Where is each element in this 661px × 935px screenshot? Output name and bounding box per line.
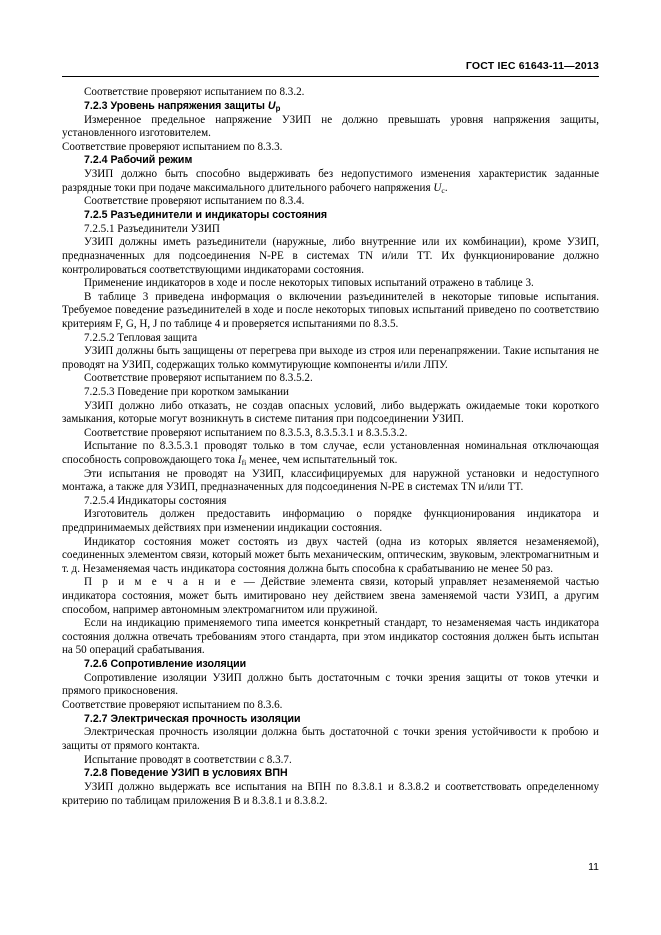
symbol-i: I — [237, 453, 242, 466]
subsection-heading-7-2-5-2: 7.2.5.2 Тепловая защита — [84, 331, 198, 344]
paragraph: Соответствие проверяют испытанием по 8.3.5.2. — [84, 372, 313, 385]
note-text: — Действие элемента связи, который управляет незаменяемой частью индикатора состояния, может быть имитировано неу действием звена заменяемой части УЗИП, а другим способом, например автономным электромагнитом или пружиной. — [62, 576, 599, 616]
paragraph: Индикатор состояния может состоять из двух частей (одна из которых является незаменяемой), соединенных элементом связи, который может быть механическим, оптическим, звуковым, электромагнитным и т. д. Незаменяемая часть индикатора состояния должна быть способна к срабатыванию не менее 50 раз. — [62, 535, 599, 575]
header-rule — [62, 76, 599, 77]
paragraph: УЗИП должно либо отказать, не создав опасных условий, либо выдержать ожидаемые токи короткого замыкания, которые могут возникнуть в системе питания при подсоединении УЗИП. — [62, 399, 599, 426]
paragraph: Соответствие проверяют испытанием по 8.3.6. — [62, 698, 283, 711]
section-heading-7-2-3 — [62, 100, 599, 114]
page-header: ГОСТ IEC 61643-11—2013 — [465, 60, 599, 72]
paragraph: Применение индикаторов в ходе и после некоторых типовых испытаний отражено в таблице 3. — [84, 277, 534, 290]
section-heading-7-2-8: 7.2.8 Поведение УЗИП в условиях ВПН — [84, 767, 288, 780]
heading-number: 7.2.3 — [84, 99, 108, 112]
symbol-subscript: c — [441, 186, 445, 196]
paragraph: УЗИП должны быть защищены от перегрева при выходе из строя или перенапряжении. Такие испытания не проводят на УЗИП, содержащих только коммутирующие компоненты и/или ЛПУ. — [62, 345, 599, 371]
paragraph — [62, 440, 599, 467]
paragraph: Если на индикацию применяемого типа имеется конкретный стандарт, то незаменяемая часть индикатора состояния должна отвечать требованиям этого стандарта, при этом индикатор состояния должен быть испытан на 50 операций срабатывания. — [62, 617, 599, 657]
note-paragraph — [62, 576, 599, 617]
section-heading-7-2-5: 7.2.5 Разъединители и индикаторы состояния — [84, 208, 328, 221]
paragraph: Соответствие проверяют испытанием по 8.3.5.3, 8.3.5.3.1 и 8.3.5.3.2. — [84, 426, 408, 439]
document-body — [62, 86, 599, 808]
section-heading-7-2-4: 7.2.4 Рабочий режим — [84, 154, 193, 167]
paragraph: Соответствие проверяют испытанием по 8.3.4. — [84, 195, 305, 208]
paragraph: Соответствие проверяют испытанием по 8.3.3. — [62, 140, 283, 153]
symbol-u: U — [433, 181, 442, 194]
paragraph: Испытание проводят в соответствии с 8.3.7. — [84, 753, 292, 766]
paragraph: Электрическая прочность изоляции должна быть достаточной с точки зрения устойчивости к пробою и защиты от прямого контакта. — [62, 726, 599, 753]
paragraph: Изготовитель должен предоставить информацию о порядке функционирования индикатора и предпринимаемых действиях при изменении индикации состояния. — [62, 508, 599, 534]
subsection-heading-7-2-5-3: 7.2.5.3 Поведение при коротком замыкании — [84, 386, 289, 398]
paragraph — [62, 168, 599, 195]
section-heading-7-2-7: 7.2.7 Электрическая прочность изоляции — [84, 712, 301, 725]
subsection-heading-7-2-5-4: 7.2.5.4 Индикаторы состояния — [84, 494, 227, 507]
paragraph-text: Испытание по 8.3.5.3.1 проводят только в том случае, если установленная номинальная отключающая способность сопровождающего тока — [62, 440, 599, 466]
note-label: П р и м е ч а н и е — [84, 576, 238, 589]
paragraph-text: УЗИП должно быть способно выдерживать без недопустимого изменения характеристик заданные разрядные токи при подаче максимального длительного рабочего напряжения — [62, 168, 599, 194]
paragraph-tail: . — [444, 181, 448, 194]
paragraph: Сопротивление изоляции УЗИП должно быть достаточным с точки зрения защиты от токов утечки и прямого прикосновения. — [62, 671, 599, 698]
symbol-subscript: p — [275, 103, 281, 113]
heading-text: Уровень напряжения защиты — [110, 99, 268, 112]
paragraph: В таблице 3 приведена информация о включении разъединителей в некоторые типовые испытания. Требуемое поведение разъединителей в ходе и после некоторых типовых испытаний приведено по соответствию критериям F, G, H, J по таблице 4 и проверяется испытаниями по 8.3.5. — [62, 290, 599, 331]
page-number: 11 — [588, 861, 599, 873]
subsection-heading-7-2-5-1: 7.2.5.1 Разъединители УЗИП — [84, 222, 220, 235]
paragraph-tail: менее, чем испытательный ток. — [246, 453, 398, 466]
section-heading-7-2-6: 7.2.6 Сопротивление изоляции — [84, 657, 247, 670]
paragraph: Измеренное предельное напряжение УЗИП не должно превышать уровня напряжения защиты, установленного изготовителем. — [62, 113, 599, 140]
paragraph: УЗИП должны иметь разъединители (наружные, либо внутренние или их комбинации), кроме УЗИП, предназначенных для подсоединения N-PE в системах TN и/или TT. Их функционирование должно контролироваться соответствующими индикаторами состояния. — [62, 236, 599, 276]
symbol-subscript: fi — [241, 458, 247, 468]
paragraph: Эти испытания не проводят на УЗИП, классифицируемых для наружной установки и недоступного монтажа, а также для УЗИП, предназначенных для подсоединения N-PE в системах TN и/или TT. — [62, 467, 599, 494]
paragraph: УЗИП должно выдержать все испытания на ВПН по 8.3.8.1 и 8.3.8.2 и соответствовать определенному критерию по таблицам приложения B и 8.3.8.1 и 8.3.8.2. — [62, 781, 599, 807]
symbol-u: U — [267, 99, 276, 112]
paragraph: Соответствие проверяют испытанием по 8.3.2. — [84, 86, 305, 98]
